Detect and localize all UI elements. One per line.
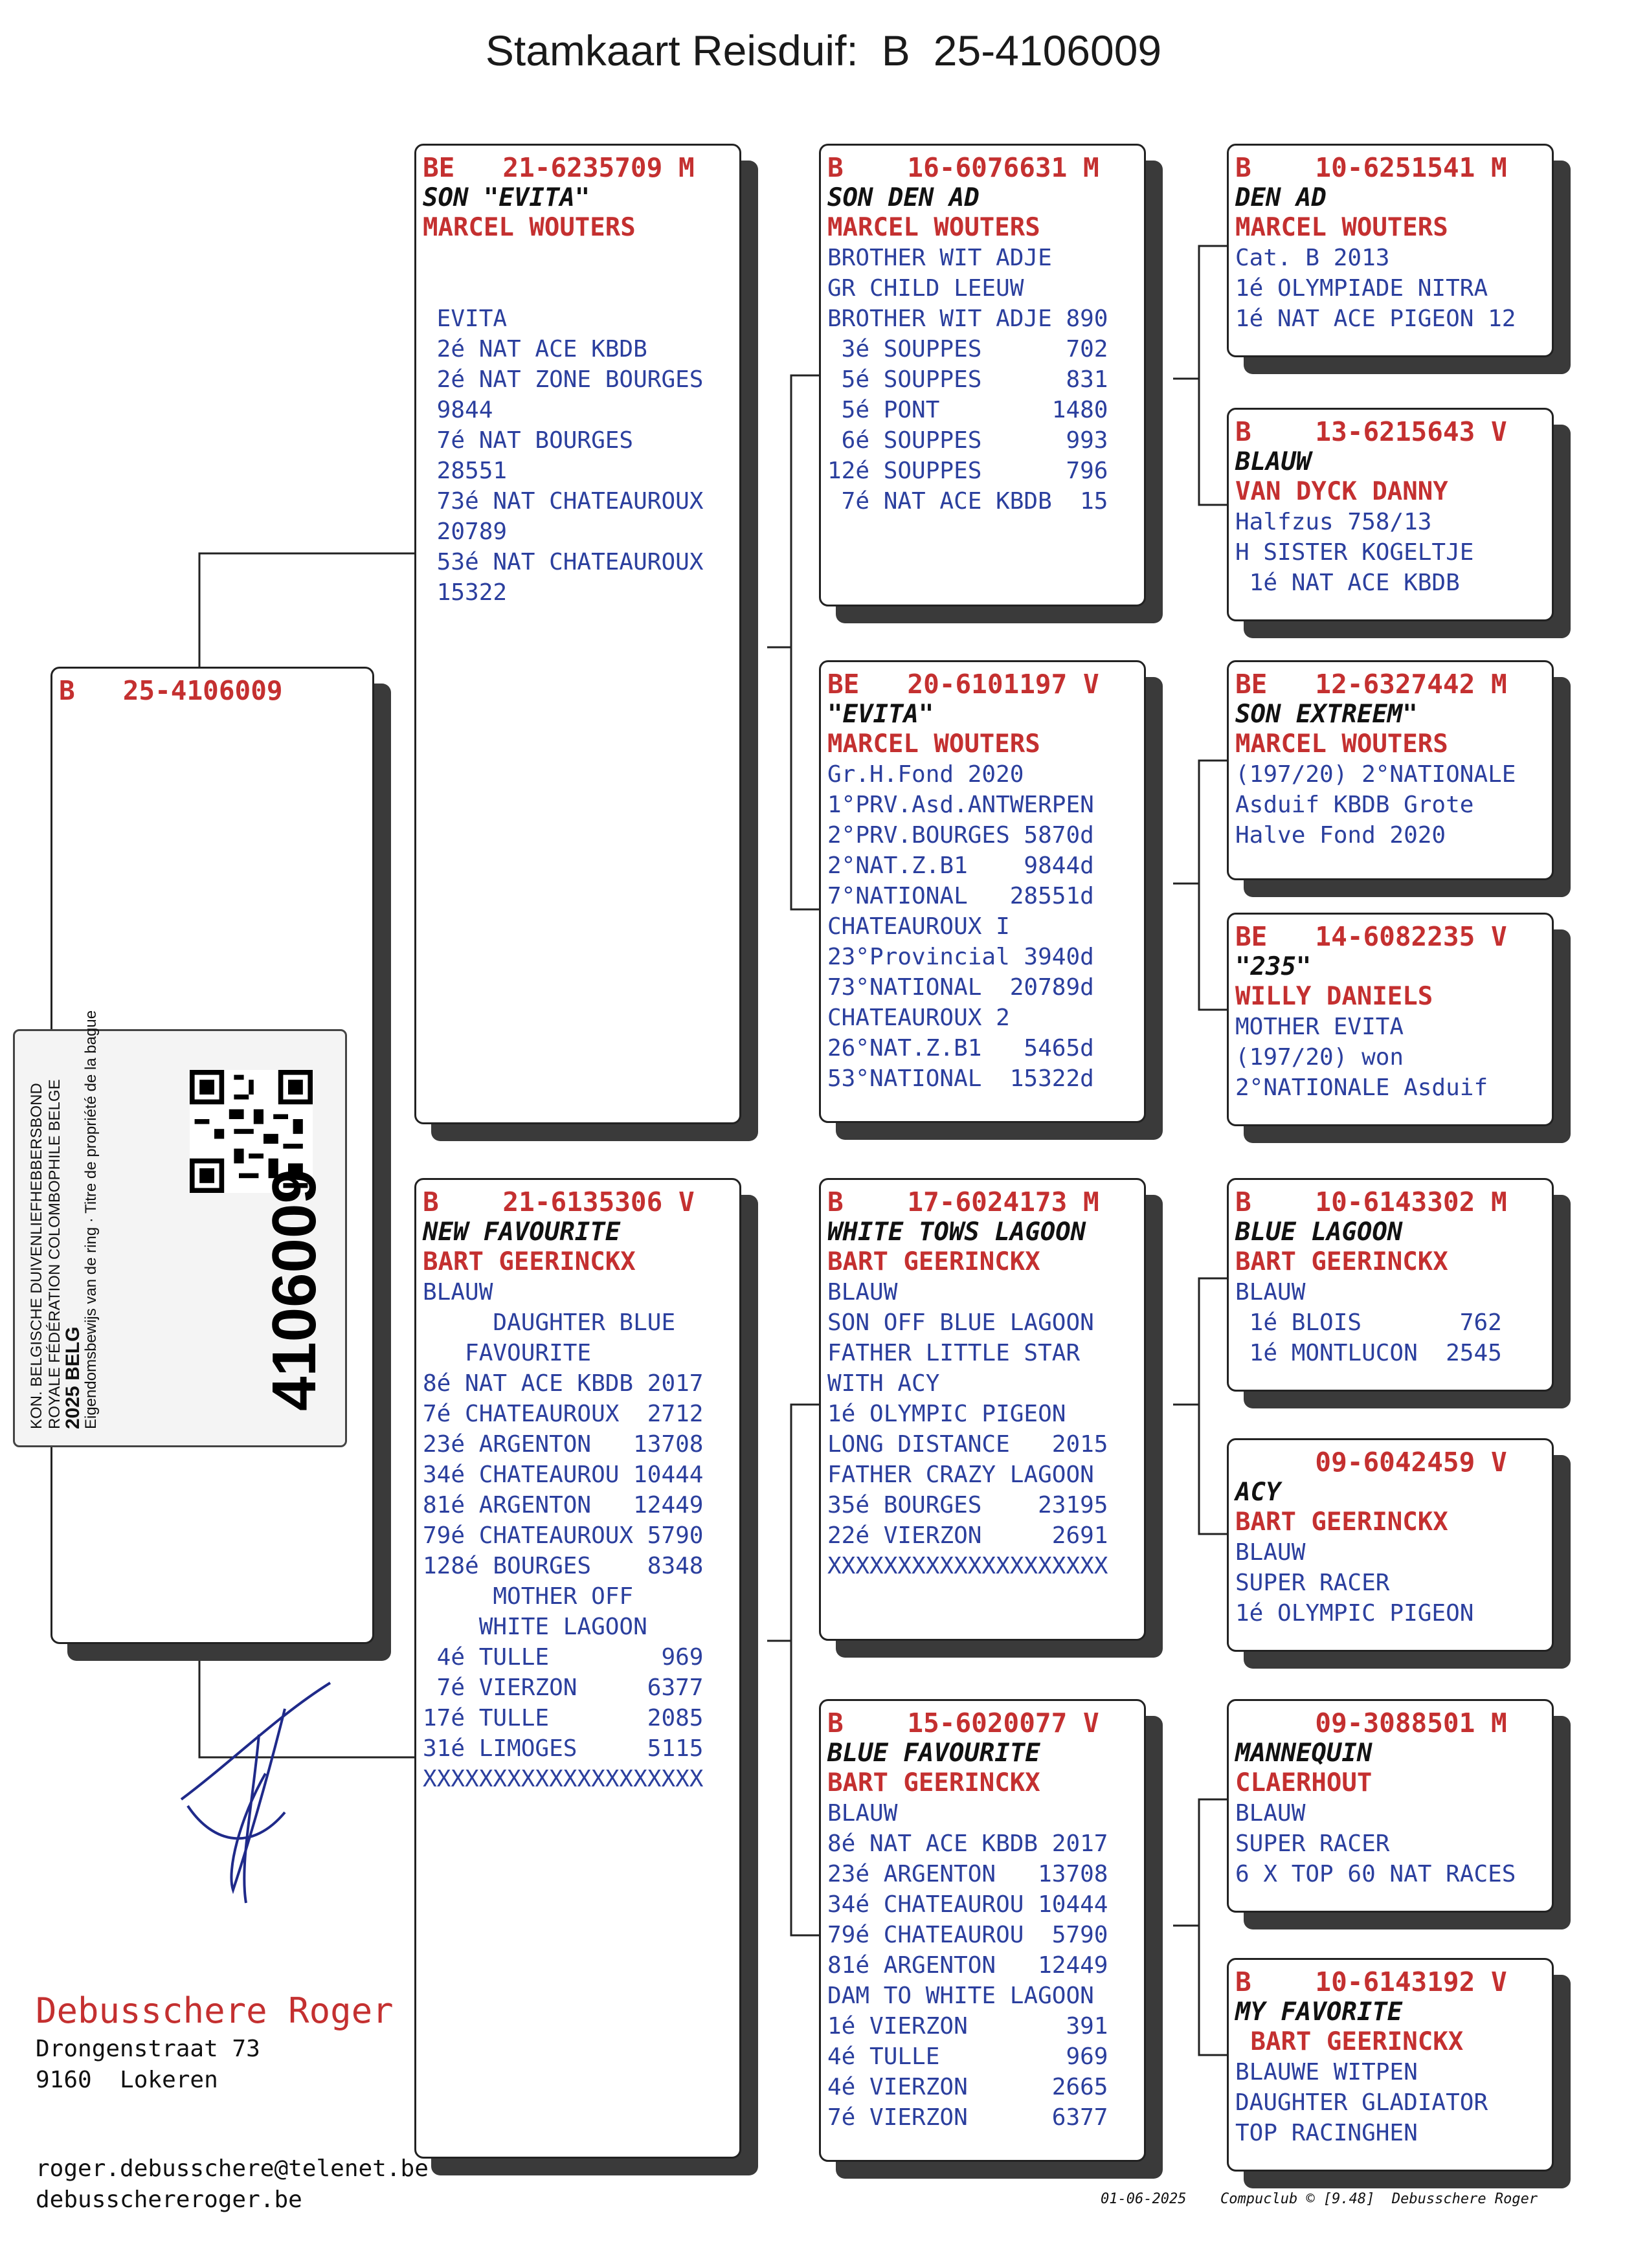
note-line: EVITA: [423, 306, 508, 332]
note-line: 53°NATIONAL 15322d: [827, 1065, 1094, 1092]
ggp-card-4: BE 14-6082235 V "235" WILLY DANIELS MOTHER EVITA (197/20) won 2°NATIONALE Asduif: [1227, 913, 1554, 1126]
note-line: Cat. B 2013: [1235, 245, 1390, 271]
note-line: 53é NAT CHATEAUROUX: [423, 549, 704, 575]
note-line: 4é VIERZON 2665: [827, 2074, 1108, 2100]
note-line: 23é ARGENTON 13708: [423, 1431, 704, 1458]
note-line: Gr.H.Fond 2020: [827, 761, 1024, 788]
note-line: GR CHILD LEEUW: [827, 275, 1024, 302]
ggp-card-3: BE 12-6327442 M SON EXTREEM" MARCEL WOUTERS (197/20) 2°NATIONALE Asduif KBDB Grote Halve Fond 2020: [1227, 660, 1554, 880]
note-line: 2°NAT.Z.B1 9844d: [827, 852, 1094, 879]
dam-card: B 21-6135306 V NEW FAVOURITE BART GEERINCKX BLAUW DAUGHTER BLUE FAVOURITE 8é NAT ACE KBDB 2017 7é CHATEAUROUX 2712 23é ARGENTON 13708 34é CHATEAUROU 10444 81é ARGENTON 12449 79é CHATEAUROUX 5790 128é BOURGES 8348 MOTHER OFF WHITE LAGOON 4é TULLE 969 7é VIERZON 6377 17é TULLE 2085 31é LIMOGES 5115 XXXXXXXXXXXXXXXXXXXX: [414, 1178, 741, 2159]
note-line: WITH ACY: [827, 1370, 940, 1397]
note-line: 34é CHATEAUROU 10444: [827, 1891, 1108, 1918]
note-line: Halve Fond 2020: [1235, 822, 1446, 849]
note-line: 128é BOURGES 8348: [423, 1553, 704, 1579]
note-line: 2°NATIONALE Asduif: [1235, 1074, 1488, 1101]
footer-date: 01-06-2025: [1101, 2191, 1187, 2207]
note-line: BLAUW: [1235, 1539, 1306, 1566]
note-line: 22é VIERZON 2691: [827, 1522, 1108, 1549]
note-line: DAUGHTER BLUE: [423, 1309, 676, 1336]
note-line: 3é SOUPPES 702: [827, 336, 1108, 362]
note-line: [423, 273, 733, 304]
note-line: 23°Provincial 3940d: [827, 944, 1094, 970]
ggp-card-2: B 13-6215643 V BLAUW VAN DYCK DANNY Halfzus 758/13 H SISTER KOGELTJE 1é NAT ACE KBDB: [1227, 408, 1554, 621]
note-line: Halfzus 758/13: [1235, 509, 1432, 535]
note-line: 4é TULLE 969: [423, 1644, 704, 1671]
note-line: (197/20) 2°NATIONALE: [1235, 761, 1516, 788]
note-line: 15322: [423, 579, 508, 606]
note-line: BROTHER WIT ADJE: [827, 245, 1052, 271]
note-line: 1é VIERZON 391: [827, 2013, 1108, 2040]
note-line: CHATEAUROUX 2: [827, 1005, 1010, 1031]
note-line: XXXXXXXXXXXXXXXXXXXX: [827, 1553, 1108, 1579]
title-label: Stamkaart Reisduif:: [485, 27, 858, 74]
note-line: BLAUW: [1235, 1800, 1306, 1827]
note-line: 1é OLYMPIADE NITRA: [1235, 275, 1488, 302]
granddam-dam-notes: [827, 1798, 1137, 2133]
grandsire-dam-card: B 17-6024173 M WHITE TOWS LAGOON BART GEERINCKX BLAUW SON OFF BLUE LAGOON FATHER LITTLE STAR WITH ACY 1é OLYMPIC PIGEON LONG DISTANCE 2015 FATHER CRAZY LAGOON 35é BOURGES 23195 22é VIERZON 2691 XXXXXXXXXXXXXXXXXXXX: [819, 1178, 1146, 1641]
note-line: 81é ARGENTON 12449: [827, 1952, 1108, 1979]
owner-street: Drongenstraat 73: [36, 2036, 260, 2062]
note-line: 7°NATIONAL 28551d: [827, 883, 1094, 909]
note-line: CHATEAUROUX I: [827, 913, 1010, 940]
grandsire-sire-notes: [827, 243, 1137, 517]
note-line: 7é NAT ACE KBDB 15: [827, 488, 1108, 515]
subject-header: B 25-4106009: [59, 675, 283, 706]
note-line: 9844: [423, 397, 493, 423]
note-line: 7é VIERZON 6377: [827, 2104, 1108, 2131]
note-line: 81é ARGENTON 12449: [423, 1492, 704, 1518]
note-line: XXXXXXXXXXXXXXXXXXXX: [423, 1766, 704, 1792]
note-line: DAUGHTER GLADIATOR: [1235, 2089, 1488, 2116]
note-line: 7é NAT BOURGES: [423, 427, 634, 454]
owner-name: Debusschere Roger: [36, 1990, 394, 2031]
note-line: BLAUWE WITPEN: [1235, 2059, 1418, 2085]
note-line: 7é VIERZON 6377: [423, 1674, 704, 1701]
note-line: FATHER LITTLE STAR: [827, 1340, 1081, 1366]
note-line: SUPER RACER: [1235, 1830, 1390, 1857]
note-line: 1é OLYMPIC PIGEON: [1235, 1600, 1474, 1627]
note-line: 1°PRV.Asd.ANTWERPEN: [827, 792, 1094, 818]
note-line: BLAUW: [827, 1800, 898, 1827]
title-country: B: [881, 27, 910, 74]
note-line: [423, 243, 733, 273]
granddam-sire-card: BE 20-6101197 V "EVITA" MARCEL WOUTERS Gr.H.Fond 2020 1°PRV.Asd.ANTWERPEN 2°PRV.BOURGES 5870d 2°NAT.Z.B1 9844d 7°NATIONAL 28551d CHATEAUROUX I 23°Provincial 3940d 73°NATIONAL 20789d CHATEAUROUX 2 26°NAT.Z.B1 5465d 53°NATIONAL 15322d: [819, 660, 1146, 1123]
note-line: BLAUW: [827, 1279, 898, 1306]
ggp-card-5: B 10-6143302 M BLUE LAGOON BART GEERINCKX BLAUW 1é BLOIS 762 1é MONTLUCON 2545: [1227, 1178, 1554, 1392]
note-line: 35é BOURGES 23195: [827, 1492, 1108, 1518]
footer-software: Compuclub © [9.48] Debusschere Roger: [1220, 2191, 1538, 2207]
note-line: WHITE LAGOON: [423, 1614, 647, 1640]
note-line: 79é CHATEAUROU 5790: [827, 1922, 1108, 1948]
ggp-card-7: 09-3088501 M MANNEQUIN CLAERHOUT BLAUW SUPER RACER 6 X TOP 60 NAT RACES: [1227, 1699, 1554, 1913]
note-line: SUPER RACER: [1235, 1570, 1390, 1596]
title-ring: 25-4106009: [933, 27, 1162, 74]
sire-card: BE 21-6235709 M SON "EVITA" MARCEL WOUTERS EVITA 2é NAT ACE KBDB 2é NAT ZONE BOURGES 9844 7é NAT BOURGES 28551 73é NAT CHATEAUROUX 20789 53é NAT CHATEAUROUX 15322: [414, 144, 741, 1124]
note-line: 34é CHATEAUROU 10444: [423, 1462, 704, 1488]
note-line: BROTHER WIT ADJE 890: [827, 306, 1108, 332]
owner-city: 9160 Lokeren: [36, 2067, 218, 2093]
note-line: 17é TULLE 2085: [423, 1705, 704, 1731]
note-line: 7é CHATEAUROUX 2712: [423, 1401, 704, 1427]
ggp-card-1: B 10-6251541 M DEN AD MARCEL WOUTERS Cat. B 2013 1é OLYMPIADE NITRA 1é NAT ACE PIGEON 12: [1227, 144, 1554, 357]
dam-notes: [423, 1277, 733, 1794]
note-line: 1é BLOIS 762: [1235, 1309, 1502, 1336]
note-line: 28551: [423, 458, 508, 484]
note-line: 2é NAT ZONE BOURGES: [423, 366, 704, 393]
note-line: 1é OLYMPIC PIGEON: [827, 1401, 1066, 1427]
note-line: 12é SOUPPES 796: [827, 458, 1108, 484]
note-line: 5é PONT 1480: [827, 397, 1108, 423]
note-line: BLAUW: [423, 1279, 493, 1306]
note-line: 1é NAT ACE KBDB: [1235, 570, 1460, 596]
ring-number: 4106009: [260, 1169, 329, 1411]
ring-certificate-text: KON. BELGISCHE DUIVENLIEFHEBBERSBOND ROYALE FÉDÉRATION COLOMBOPHILE BELGE 2025 BELG Eigendomsbewijs van de ring · Titre de propriété de la bague: [28, 1010, 100, 1429]
note-line: 31é LIMOGES 5115: [423, 1735, 704, 1762]
note-line: 1é NAT ACE PIGEON 12: [1235, 306, 1516, 332]
note-line: 73é NAT CHATEAUROUX: [423, 488, 704, 515]
note-line: LONG DISTANCE 2015: [827, 1431, 1108, 1458]
note-line: DAM TO WHITE LAGOON: [827, 1983, 1094, 2009]
note-line: MOTHER EVITA: [1235, 1014, 1404, 1040]
note-line: 20789: [423, 518, 508, 545]
grandsire-sire-card: B 16-6076631 M SON DEN AD MARCEL WOUTERS BROTHER WIT ADJE GR CHILD LEEUW BROTHER WIT ADJE 890 3é SOUPPES 702 5é SOUPPES 831 5é PONT 1480 6é SOUPPES 993 12é SOUPPES 796 7é NAT ACE KBDB 15: [819, 144, 1146, 606]
ggp-card-8: B 10-6143192 V MY FAVORITE BART GEERINCKX BLAUWE WITPEN DAUGHTER GLADIATOR TOP RACINGHEN: [1227, 1958, 1554, 2172]
signature-icon: [155, 1657, 401, 1916]
note-line: 5é SOUPPES 831: [827, 366, 1108, 393]
note-line: 6 X TOP 60 NAT RACES: [1235, 1861, 1516, 1887]
note-line: 8é NAT ACE KBDB 2017: [423, 1370, 704, 1397]
grandsire-dam-notes: [827, 1277, 1137, 1581]
note-line: Asduif KBDB Grote: [1235, 792, 1474, 818]
note-line: MOTHER OFF: [423, 1583, 634, 1610]
note-line: BLAUW: [1235, 1279, 1306, 1306]
note-line: SON OFF BLUE LAGOON: [827, 1309, 1094, 1336]
note-line: 23é ARGENTON 13708: [827, 1861, 1108, 1887]
note-line: TOP RACINGHEN: [1235, 2120, 1418, 2146]
ggp-card-6: 09-6042459 V ACY BART GEERINCKX BLAUW SUPER RACER 1é OLYMPIC PIGEON: [1227, 1438, 1554, 1652]
note-line: FAVOURITE: [423, 1340, 592, 1366]
note-line: 2é NAT ACE KBDB: [423, 336, 647, 362]
granddam-sire-notes: [827, 759, 1137, 1094]
note-line: 1é MONTLUCON 2545: [1235, 1340, 1502, 1366]
granddam-dam-card: B 15-6020077 V BLUE FAVOURITE BART GEERINCKX BLAUW 8é NAT ACE KBDB 2017 23é ARGENTON 13708 34é CHATEAUROU 10444 79é CHATEAUROU 5790 81é ARGENTON 12449 DAM TO WHITE LAGOON 1é VIERZON 391 4é TULLE 969 4é VIERZON 2665 7é VIERZON 6377: [819, 1699, 1146, 2162]
note-line: 2°PRV.BOURGES 5870d: [827, 822, 1094, 849]
note-line: FATHER CRAZY LAGOON: [827, 1462, 1094, 1488]
note-line: 4é TULLE 969: [827, 2043, 1108, 2070]
note-line: 79é CHATEAUROUX 5790: [423, 1522, 704, 1549]
note-line: 6é SOUPPES 993: [827, 427, 1108, 454]
note-line: 8é NAT ACE KBDB 2017: [827, 1830, 1108, 1857]
note-line: 73°NATIONAL 20789d: [827, 974, 1094, 1001]
owner-email[interactable]: roger.debusschere@telenet.be: [36, 2155, 429, 2182]
note-line: 26°NAT.Z.B1 5465d: [827, 1035, 1094, 1062]
sire-notes: [423, 243, 733, 608]
note-line: H SISTER KOGELTJE: [1235, 539, 1474, 566]
note-line: (197/20) won: [1235, 1044, 1404, 1071]
owner-website[interactable]: debusschereroger.be: [36, 2186, 302, 2213]
